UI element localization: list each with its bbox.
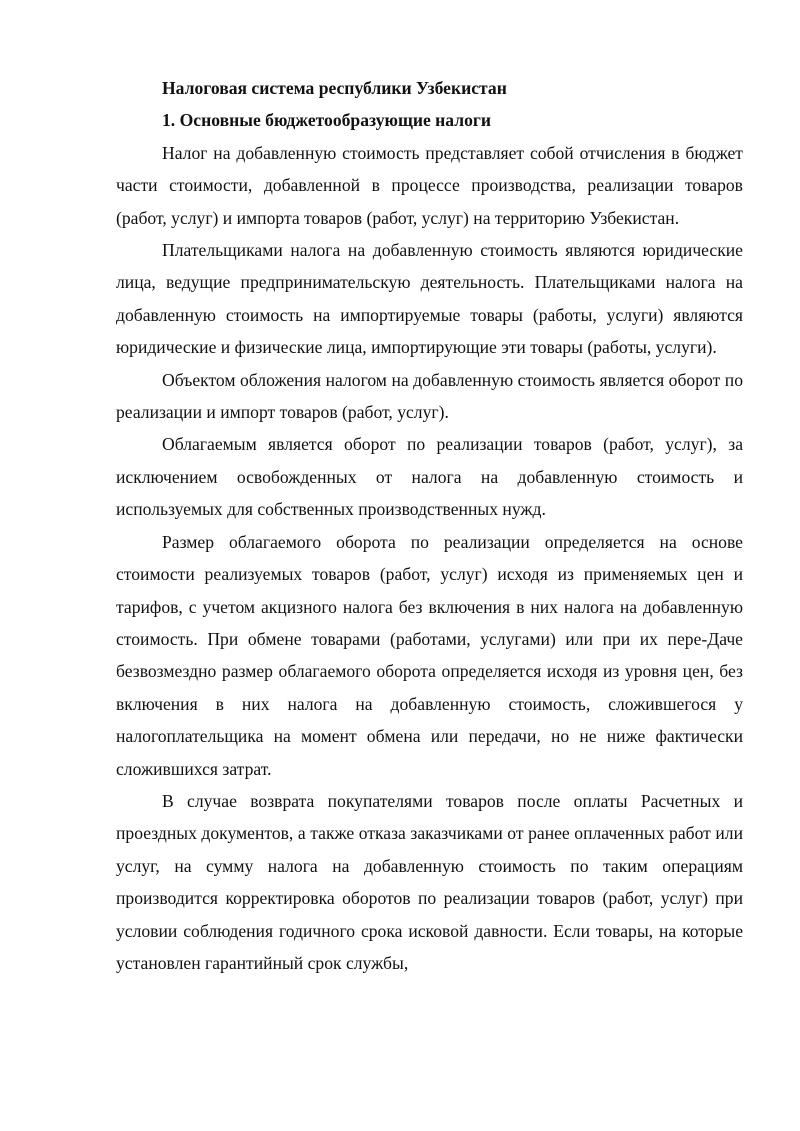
paragraph-turnover-size: Размер облагаемого оборота по реализации определяется на основе стоимости реализуемых товаров (работ, услуг) исходя из применяемых цен и тарифов, с учетом акцизного налога без включения в них налога на добавленную стоимость. При обмене товарами (работами, услугами) или при их пере-Даче безвозмездно размер облагаемого оборота определяется исходя из уровня цен, без включения в них налога на добавленную стоимость, сложившегося у налогоплательщика на момент обмена или передачи, но не ниже фактически сложившихся затрат.: [116, 531, 743, 779]
paragraph-vat-definition: Налог на добавленную стоимость представляет собой отчисления в бюджет части стоимости, добавленной в процессе производства, реализации товаров (работ, услуг) и импорта товаров (работ, услуг) на территорию Узбекистан.: [116, 142, 743, 228]
document-title: Налоговая система республики Узбекистан: [162, 78, 507, 98]
paragraph-taxation-object: Объектом обложения налогом на добавленную стоимость является оборот по реализации и импорт товаров (работ, услуг).: [116, 369, 743, 423]
paragraph-vat-payers: Плательщиками налога на добавленную стоимость являются юридические лица, ведущие предпринимательскую деятельность. Плательщиками налога на добавленную стоимость на импортируемые товары (работы, услуги) являются юридические и физические лица, импортирующие эти товары (работы, услуги).: [116, 240, 743, 358]
section-heading: 1. Основные бюджетообразующие налоги: [162, 110, 492, 131]
paragraph-taxable-turnover: Облагаемым является оборот по реализации товаров (работ, услуг), за исключением освобожденных от налога на добавленную стоимость и используемых для собственных производственных нужд.: [116, 434, 743, 520]
paragraph-returns: В случае возврата покупателями товаров после оплаты Расчетных и проездных документов, а также отказа заказчиками от ранее оплаченных работ или услуг, на сумму налога на добавленную стоимость по таким операциям производится корректировка оборотов по реализации товаров (работ, услуг) при условии соблюдения годичного срока исковой давности. Если товары, на которые установлен гарантийный срок службы,: [116, 790, 743, 973]
document-page: [116, 72, 743, 979]
